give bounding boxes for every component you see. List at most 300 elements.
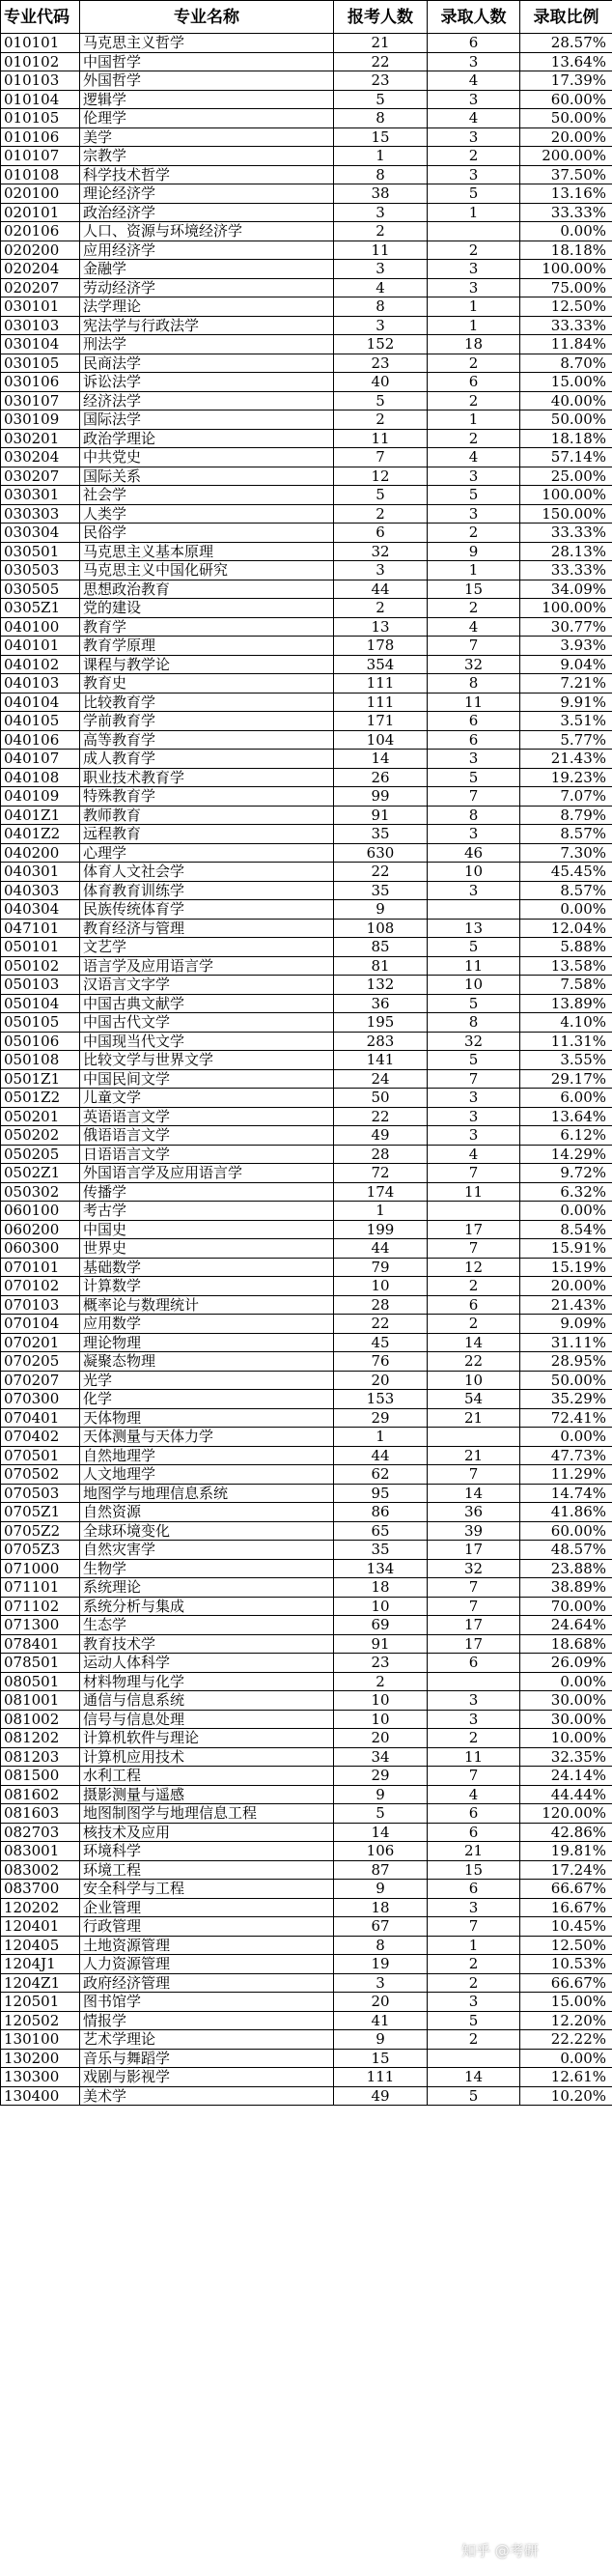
cell-major-code[interactable]: 030109 [1, 410, 80, 430]
cell-applicants[interactable]: 5 [334, 486, 428, 505]
cell-major-name[interactable]: 地图制图学与地理信息工程 [80, 1804, 334, 1824]
cell-applicants[interactable]: 111 [334, 674, 428, 694]
cell-major-name[interactable]: 地图学与地理信息系统 [80, 1484, 334, 1503]
cell-admission-ratio[interactable]: 18.68% [520, 1634, 612, 1654]
cell-major-code[interactable]: 120501 [1, 1993, 80, 2012]
cell-major-name[interactable]: 通信与信息系统 [80, 1691, 334, 1711]
cell-admission-ratio[interactable]: 10.45% [520, 1917, 612, 1937]
cell-admission-ratio[interactable]: 22.22% [520, 2030, 612, 2050]
cell-major-name[interactable]: 宗教学 [80, 147, 334, 166]
cell-applicants[interactable]: 14 [334, 1823, 428, 1842]
cell-major-name[interactable]: 教育学原理 [80, 637, 334, 656]
cell-major-code[interactable]: 030201 [1, 429, 80, 448]
cell-major-code[interactable]: 030303 [1, 504, 80, 524]
cell-admitted[interactable]: 17 [428, 1541, 520, 1560]
cell-major-name[interactable]: 教育史 [80, 674, 334, 694]
cell-major-name[interactable]: 中共党史 [80, 448, 334, 467]
cell-admitted[interactable]: 3 [428, 1126, 520, 1146]
cell-applicants[interactable]: 9 [334, 1785, 428, 1804]
cell-admitted[interactable]: 11 [428, 956, 520, 976]
cell-admission-ratio[interactable]: 13.89% [520, 994, 612, 1013]
cell-major-code[interactable]: 0705Z1 [1, 1503, 80, 1522]
cell-major-name[interactable]: 情报学 [80, 2011, 334, 2030]
cell-admitted[interactable]: 7 [428, 1597, 520, 1616]
cell-major-code[interactable]: 1204Z1 [1, 1973, 80, 1993]
cell-admitted[interactable]: 3 [428, 467, 520, 486]
cell-admitted[interactable]: 4 [428, 1145, 520, 1164]
cell-major-name[interactable]: 比较文学与世界文学 [80, 1051, 334, 1070]
cell-admitted[interactable]: 8 [428, 806, 520, 825]
header-major-code[interactable]: 专业代码 [1, 1, 80, 34]
cell-admission-ratio[interactable]: 35.29% [520, 1390, 612, 1409]
cell-admitted[interactable]: 1 [428, 316, 520, 335]
cell-major-code[interactable]: 030204 [1, 448, 80, 467]
cell-applicants[interactable]: 1 [334, 147, 428, 166]
cell-admitted[interactable]: 54 [428, 1390, 520, 1409]
cell-major-code[interactable]: 040108 [1, 768, 80, 787]
cell-admission-ratio[interactable]: 12.20% [520, 2011, 612, 2030]
cell-major-name[interactable]: 中国史 [80, 1220, 334, 1239]
cell-admission-ratio[interactable]: 7.21% [520, 674, 612, 694]
cell-major-code[interactable]: 040303 [1, 881, 80, 900]
cell-major-name[interactable]: 企业管理 [80, 1898, 334, 1917]
cell-major-code[interactable]: 083002 [1, 1860, 80, 1880]
cell-applicants[interactable]: 76 [334, 1352, 428, 1372]
cell-admission-ratio[interactable]: 200.00% [520, 147, 612, 166]
cell-major-code[interactable]: 082703 [1, 1823, 80, 1842]
cell-admitted[interactable]: 2 [428, 1729, 520, 1748]
cell-major-name[interactable]: 生物学 [80, 1559, 334, 1578]
cell-applicants[interactable]: 5 [334, 391, 428, 410]
cell-applicants[interactable]: 10 [334, 1710, 428, 1729]
cell-admitted[interactable]: 2 [428, 429, 520, 448]
cell-applicants[interactable]: 9 [334, 1880, 428, 1899]
cell-major-code[interactable]: 030103 [1, 316, 80, 335]
cell-applicants[interactable]: 18 [334, 1898, 428, 1917]
cell-major-code[interactable]: 081002 [1, 1710, 80, 1729]
cell-major-name[interactable]: 社会学 [80, 486, 334, 505]
cell-major-name[interactable]: 教育技术学 [80, 1634, 334, 1654]
cell-major-code[interactable]: 070103 [1, 1295, 80, 1315]
cell-admission-ratio[interactable]: 57.14% [520, 448, 612, 467]
cell-major-code[interactable]: 130400 [1, 2086, 80, 2106]
cell-admission-ratio[interactable]: 3.51% [520, 712, 612, 731]
cell-major-name[interactable]: 系统理论 [80, 1578, 334, 1598]
cell-applicants[interactable]: 50 [334, 1089, 428, 1108]
cell-admitted[interactable]: 1 [428, 410, 520, 430]
cell-major-code[interactable]: 120502 [1, 2011, 80, 2030]
cell-admission-ratio[interactable]: 45.45% [520, 863, 612, 882]
cell-major-name[interactable]: 信号与信息处理 [80, 1710, 334, 1729]
cell-admitted[interactable]: 2 [428, 1315, 520, 1334]
cell-applicants[interactable]: 111 [334, 693, 428, 712]
cell-major-code[interactable]: 020106 [1, 222, 80, 241]
cell-applicants[interactable]: 34 [334, 1747, 428, 1767]
cell-admission-ratio[interactable]: 0.00% [520, 222, 612, 241]
cell-major-code[interactable]: 070402 [1, 1428, 80, 1447]
cell-major-name[interactable]: 学前教育学 [80, 712, 334, 731]
cell-admission-ratio[interactable]: 8.57% [520, 881, 612, 900]
cell-admission-ratio[interactable]: 26.09% [520, 1654, 612, 1673]
cell-applicants[interactable]: 35 [334, 881, 428, 900]
cell-admitted[interactable]: 1 [428, 203, 520, 222]
cell-major-code[interactable]: 040102 [1, 655, 80, 674]
cell-admitted[interactable] [428, 1672, 520, 1691]
cell-major-name[interactable]: 外国语言学及应用语言学 [80, 1164, 334, 1183]
cell-major-code[interactable]: 080501 [1, 1672, 80, 1691]
cell-major-code[interactable]: 081202 [1, 1729, 80, 1748]
cell-applicants[interactable]: 22 [334, 1315, 428, 1334]
cell-admitted[interactable]: 6 [428, 1295, 520, 1315]
cell-admission-ratio[interactable]: 33.33% [520, 524, 612, 543]
cell-admitted[interactable]: 2 [428, 391, 520, 410]
cell-major-name[interactable]: 民商法学 [80, 354, 334, 373]
cell-major-name[interactable]: 自然地理学 [80, 1446, 334, 1465]
cell-admitted[interactable]: 22 [428, 1352, 520, 1372]
cell-admission-ratio[interactable]: 100.00% [520, 486, 612, 505]
cell-major-name[interactable]: 计算机软件与理论 [80, 1729, 334, 1748]
cell-applicants[interactable]: 7 [334, 448, 428, 467]
cell-major-name[interactable]: 摄影测量与遥感 [80, 1785, 334, 1804]
cell-applicants[interactable]: 20 [334, 1993, 428, 2012]
cell-major-code[interactable]: 030505 [1, 580, 80, 599]
cell-major-code[interactable]: 071000 [1, 1559, 80, 1578]
cell-admission-ratio[interactable]: 25.00% [520, 467, 612, 486]
cell-applicants[interactable]: 23 [334, 354, 428, 373]
cell-admission-ratio[interactable]: 24.64% [520, 1616, 612, 1635]
cell-applicants[interactable]: 99 [334, 787, 428, 807]
cell-admission-ratio[interactable]: 100.00% [520, 599, 612, 618]
cell-admission-ratio[interactable]: 33.33% [520, 316, 612, 335]
cell-major-name[interactable]: 材料物理与化学 [80, 1672, 334, 1691]
cell-major-name[interactable]: 安全科学与工程 [80, 1880, 334, 1899]
cell-admitted[interactable]: 8 [428, 1013, 520, 1033]
cell-major-name[interactable]: 民族传统体育学 [80, 900, 334, 920]
cell-admission-ratio[interactable]: 9.91% [520, 693, 612, 712]
cell-admission-ratio[interactable]: 8.70% [520, 354, 612, 373]
cell-major-code[interactable]: 010106 [1, 127, 80, 147]
cell-admitted[interactable]: 5 [428, 184, 520, 204]
cell-applicants[interactable]: 91 [334, 806, 428, 825]
cell-admitted[interactable]: 15 [428, 580, 520, 599]
cell-admitted[interactable]: 17 [428, 1634, 520, 1654]
cell-major-name[interactable]: 宪法学与行政法学 [80, 316, 334, 335]
cell-major-name[interactable]: 理论物理 [80, 1333, 334, 1352]
cell-applicants[interactable]: 4 [334, 278, 428, 297]
cell-admission-ratio[interactable]: 11.31% [520, 1032, 612, 1051]
cell-major-code[interactable]: 081001 [1, 1691, 80, 1711]
cell-major-name[interactable]: 中国古代文学 [80, 1013, 334, 1033]
cell-major-code[interactable]: 030105 [1, 354, 80, 373]
cell-admitted[interactable]: 3 [428, 127, 520, 147]
cell-admission-ratio[interactable]: 6.12% [520, 1126, 612, 1146]
cell-applicants[interactable]: 152 [334, 335, 428, 354]
cell-major-code[interactable]: 020200 [1, 241, 80, 260]
cell-major-code[interactable]: 010103 [1, 71, 80, 91]
cell-admitted[interactable]: 3 [428, 278, 520, 297]
cell-major-name[interactable]: 自然灾害学 [80, 1541, 334, 1560]
cell-admitted[interactable]: 5 [428, 938, 520, 957]
cell-major-code[interactable]: 070207 [1, 1371, 80, 1390]
cell-major-code[interactable]: 070502 [1, 1465, 80, 1485]
cell-admitted[interactable]: 2 [428, 2030, 520, 2050]
cell-admission-ratio[interactable]: 28.13% [520, 542, 612, 561]
cell-major-code[interactable]: 050202 [1, 1126, 80, 1146]
cell-major-name[interactable]: 英语语言文学 [80, 1107, 334, 1126]
cell-applicants[interactable]: 72 [334, 1164, 428, 1183]
cell-applicants[interactable]: 15 [334, 127, 428, 147]
cell-admitted[interactable]: 6 [428, 1823, 520, 1842]
cell-major-name[interactable]: 概率论与数理统计 [80, 1295, 334, 1315]
cell-admitted[interactable]: 7 [428, 637, 520, 656]
cell-admitted[interactable]: 7 [428, 1917, 520, 1937]
cell-admitted[interactable] [428, 1428, 520, 1447]
cell-major-name[interactable]: 劳动经济学 [80, 278, 334, 297]
cell-major-name[interactable]: 成人教育学 [80, 750, 334, 769]
cell-applicants[interactable]: 38 [334, 184, 428, 204]
cell-major-code[interactable]: 010105 [1, 109, 80, 128]
cell-applicants[interactable]: 35 [334, 1541, 428, 1560]
cell-major-code[interactable]: 070104 [1, 1315, 80, 1334]
cell-major-name[interactable]: 行政管理 [80, 1917, 334, 1937]
cell-major-code[interactable]: 010101 [1, 34, 80, 53]
cell-major-code[interactable]: 050201 [1, 1107, 80, 1126]
cell-admission-ratio[interactable]: 30.77% [520, 617, 612, 637]
cell-major-name[interactable]: 土地资源管理 [80, 1936, 334, 1955]
cell-admitted[interactable]: 3 [428, 1107, 520, 1126]
cell-admission-ratio[interactable]: 10.53% [520, 1955, 612, 1974]
cell-admission-ratio[interactable]: 150.00% [520, 504, 612, 524]
cell-admission-ratio[interactable]: 14.74% [520, 1484, 612, 1503]
cell-major-name[interactable]: 运动人体科学 [80, 1654, 334, 1673]
cell-admitted[interactable]: 3 [428, 881, 520, 900]
cell-major-name[interactable]: 美术学 [80, 2086, 334, 2106]
cell-major-name[interactable]: 俄语语言文学 [80, 1126, 334, 1146]
cell-major-code[interactable]: 030106 [1, 373, 80, 392]
cell-applicants[interactable]: 79 [334, 1258, 428, 1277]
cell-major-code[interactable]: 0501Z2 [1, 1089, 80, 1108]
cell-admission-ratio[interactable]: 9.09% [520, 1315, 612, 1334]
cell-applicants[interactable]: 23 [334, 1654, 428, 1673]
cell-admission-ratio[interactable]: 37.50% [520, 165, 612, 184]
cell-admitted[interactable]: 2 [428, 1277, 520, 1296]
cell-major-name[interactable]: 特殊教育学 [80, 787, 334, 807]
cell-admitted[interactable]: 11 [428, 1747, 520, 1767]
cell-applicants[interactable]: 40 [334, 373, 428, 392]
cell-applicants[interactable]: 20 [334, 1729, 428, 1748]
cell-major-name[interactable]: 高等教育学 [80, 730, 334, 750]
cell-admitted[interactable]: 14 [428, 2068, 520, 2087]
cell-admission-ratio[interactable]: 29.17% [520, 1069, 612, 1089]
cell-applicants[interactable]: 9 [334, 2030, 428, 2050]
cell-admission-ratio[interactable]: 60.00% [520, 90, 612, 109]
cell-major-code[interactable]: 130300 [1, 2068, 80, 2087]
cell-admitted[interactable]: 1 [428, 561, 520, 580]
cell-major-code[interactable]: 1204J1 [1, 1955, 80, 1974]
cell-admission-ratio[interactable]: 28.95% [520, 1352, 612, 1372]
cell-applicants[interactable]: 1 [334, 1202, 428, 1221]
cell-major-code[interactable]: 081603 [1, 1804, 80, 1824]
cell-major-code[interactable]: 070300 [1, 1390, 80, 1409]
cell-major-name[interactable]: 文艺学 [80, 938, 334, 957]
cell-admitted[interactable]: 2 [428, 354, 520, 373]
cell-major-name[interactable]: 远程教育 [80, 825, 334, 844]
cell-major-name[interactable]: 自然资源 [80, 1503, 334, 1522]
cell-admission-ratio[interactable]: 3.93% [520, 637, 612, 656]
cell-applicants[interactable]: 3 [334, 260, 428, 279]
cell-major-name[interactable]: 教育学 [80, 617, 334, 637]
cell-major-code[interactable]: 0401Z1 [1, 806, 80, 825]
cell-admitted[interactable] [428, 2049, 520, 2068]
cell-admitted[interactable]: 3 [428, 1710, 520, 1729]
cell-admitted[interactable]: 7 [428, 1239, 520, 1259]
cell-admitted[interactable]: 6 [428, 1654, 520, 1673]
cell-applicants[interactable]: 8 [334, 165, 428, 184]
cell-major-code[interactable]: 050101 [1, 938, 80, 957]
cell-admission-ratio[interactable]: 4.10% [520, 1013, 612, 1033]
cell-admission-ratio[interactable]: 21.43% [520, 1295, 612, 1315]
cell-admitted[interactable]: 7 [428, 787, 520, 807]
cell-applicants[interactable]: 3 [334, 316, 428, 335]
cell-applicants[interactable]: 18 [334, 1578, 428, 1598]
cell-applicants[interactable]: 49 [334, 2086, 428, 2106]
cell-admission-ratio[interactable]: 30.00% [520, 1710, 612, 1729]
cell-applicants[interactable]: 14 [334, 750, 428, 769]
cell-major-code[interactable]: 070205 [1, 1352, 80, 1372]
cell-major-code[interactable]: 020204 [1, 260, 80, 279]
cell-applicants[interactable]: 8 [334, 1936, 428, 1955]
cell-applicants[interactable]: 19 [334, 1955, 428, 1974]
cell-applicants[interactable]: 26 [334, 768, 428, 787]
cell-admission-ratio[interactable]: 6.32% [520, 1182, 612, 1202]
cell-major-name[interactable]: 汉语言文字学 [80, 976, 334, 995]
cell-major-name[interactable]: 思想政治教育 [80, 580, 334, 599]
cell-major-name[interactable]: 人类学 [80, 504, 334, 524]
cell-admitted[interactable]: 15 [428, 1860, 520, 1880]
cell-major-code[interactable]: 0502Z1 [1, 1164, 80, 1183]
cell-admission-ratio[interactable]: 47.73% [520, 1446, 612, 1465]
cell-admission-ratio[interactable]: 5.88% [520, 938, 612, 957]
cell-applicants[interactable]: 2 [334, 599, 428, 618]
cell-major-name[interactable]: 金融学 [80, 260, 334, 279]
cell-admitted[interactable]: 4 [428, 448, 520, 467]
cell-major-name[interactable]: 环境科学 [80, 1842, 334, 1861]
cell-major-code[interactable]: 040301 [1, 863, 80, 882]
cell-admission-ratio[interactable]: 50.00% [520, 1371, 612, 1390]
cell-admitted[interactable]: 5 [428, 1051, 520, 1070]
cell-admission-ratio[interactable]: 7.30% [520, 843, 612, 863]
cell-admission-ratio[interactable]: 28.57% [520, 34, 612, 53]
cell-admission-ratio[interactable]: 8.57% [520, 825, 612, 844]
cell-applicants[interactable]: 8 [334, 109, 428, 128]
cell-admitted[interactable]: 5 [428, 2086, 520, 2106]
cell-admission-ratio[interactable]: 23.88% [520, 1559, 612, 1578]
cell-admitted[interactable]: 3 [428, 1898, 520, 1917]
cell-admitted[interactable]: 3 [428, 750, 520, 769]
cell-major-name[interactable]: 应用数学 [80, 1315, 334, 1334]
cell-admitted[interactable] [428, 222, 520, 241]
cell-major-name[interactable]: 传播学 [80, 1182, 334, 1202]
cell-admitted[interactable]: 3 [428, 1691, 520, 1711]
cell-admitted[interactable]: 6 [428, 373, 520, 392]
cell-major-code[interactable]: 040107 [1, 750, 80, 769]
cell-major-code[interactable]: 070101 [1, 1258, 80, 1277]
cell-applicants[interactable]: 108 [334, 919, 428, 938]
cell-major-name[interactable]: 诉讼法学 [80, 373, 334, 392]
cell-admission-ratio[interactable]: 34.09% [520, 580, 612, 599]
cell-admitted[interactable]: 4 [428, 1785, 520, 1804]
cell-applicants[interactable]: 81 [334, 956, 428, 976]
cell-admitted[interactable] [428, 1202, 520, 1221]
cell-major-code[interactable]: 070201 [1, 1333, 80, 1352]
cell-applicants[interactable]: 199 [334, 1220, 428, 1239]
cell-applicants[interactable]: 11 [334, 429, 428, 448]
cell-major-name[interactable]: 化学 [80, 1390, 334, 1409]
cell-major-name[interactable]: 教育经济与管理 [80, 919, 334, 938]
cell-major-name[interactable]: 体育教育训练学 [80, 881, 334, 900]
cell-admitted[interactable]: 11 [428, 693, 520, 712]
cell-applicants[interactable]: 1 [334, 1428, 428, 1447]
cell-admitted[interactable]: 2 [428, 599, 520, 618]
cell-applicants[interactable]: 24 [334, 1069, 428, 1089]
cell-major-code[interactable]: 030503 [1, 561, 80, 580]
cell-admitted[interactable]: 6 [428, 34, 520, 53]
header-admitted[interactable]: 录取人数 [428, 1, 520, 34]
cell-admitted[interactable]: 21 [428, 1842, 520, 1861]
cell-major-code[interactable]: 0305Z1 [1, 599, 80, 618]
cell-applicants[interactable]: 32 [334, 542, 428, 561]
cell-major-name[interactable]: 体育人文社会学 [80, 863, 334, 882]
cell-admitted[interactable]: 10 [428, 1371, 520, 1390]
cell-admission-ratio[interactable]: 41.86% [520, 1503, 612, 1522]
cell-major-name[interactable]: 系统分析与集成 [80, 1597, 334, 1616]
cell-major-code[interactable]: 040200 [1, 843, 80, 863]
cell-admitted[interactable]: 3 [428, 1089, 520, 1108]
cell-major-code[interactable]: 030207 [1, 467, 80, 486]
cell-admitted[interactable]: 39 [428, 1521, 520, 1541]
cell-major-code[interactable]: 070401 [1, 1408, 80, 1428]
cell-applicants[interactable]: 65 [334, 1521, 428, 1541]
cell-admitted[interactable]: 4 [428, 71, 520, 91]
cell-major-name[interactable]: 基础数学 [80, 1258, 334, 1277]
cell-admitted[interactable]: 6 [428, 1804, 520, 1824]
cell-admitted[interactable]: 7 [428, 1164, 520, 1183]
cell-admitted[interactable] [428, 900, 520, 920]
cell-admission-ratio[interactable]: 8.79% [520, 806, 612, 825]
cell-major-code[interactable]: 020100 [1, 184, 80, 204]
cell-admitted[interactable]: 3 [428, 165, 520, 184]
cell-applicants[interactable]: 178 [334, 637, 428, 656]
header-admission-ratio[interactable]: 录取比例 [520, 1, 612, 34]
cell-major-code[interactable]: 010107 [1, 147, 80, 166]
cell-major-code[interactable]: 040304 [1, 900, 80, 920]
cell-admission-ratio[interactable]: 9.04% [520, 655, 612, 674]
cell-major-name[interactable]: 计算机应用技术 [80, 1747, 334, 1767]
cell-admission-ratio[interactable]: 12.04% [520, 919, 612, 938]
cell-major-code[interactable]: 071101 [1, 1578, 80, 1598]
cell-admitted[interactable]: 12 [428, 1258, 520, 1277]
cell-major-code[interactable]: 081602 [1, 1785, 80, 1804]
cell-applicants[interactable]: 3 [334, 561, 428, 580]
cell-admission-ratio[interactable]: 17.24% [520, 1860, 612, 1880]
cell-admission-ratio[interactable]: 72.41% [520, 1408, 612, 1428]
cell-applicants[interactable]: 28 [334, 1145, 428, 1164]
cell-applicants[interactable]: 87 [334, 1860, 428, 1880]
cell-admission-ratio[interactable]: 8.54% [520, 1220, 612, 1239]
cell-admission-ratio[interactable]: 6.00% [520, 1089, 612, 1108]
cell-applicants[interactable]: 35 [334, 825, 428, 844]
cell-applicants[interactable]: 10 [334, 1277, 428, 1296]
